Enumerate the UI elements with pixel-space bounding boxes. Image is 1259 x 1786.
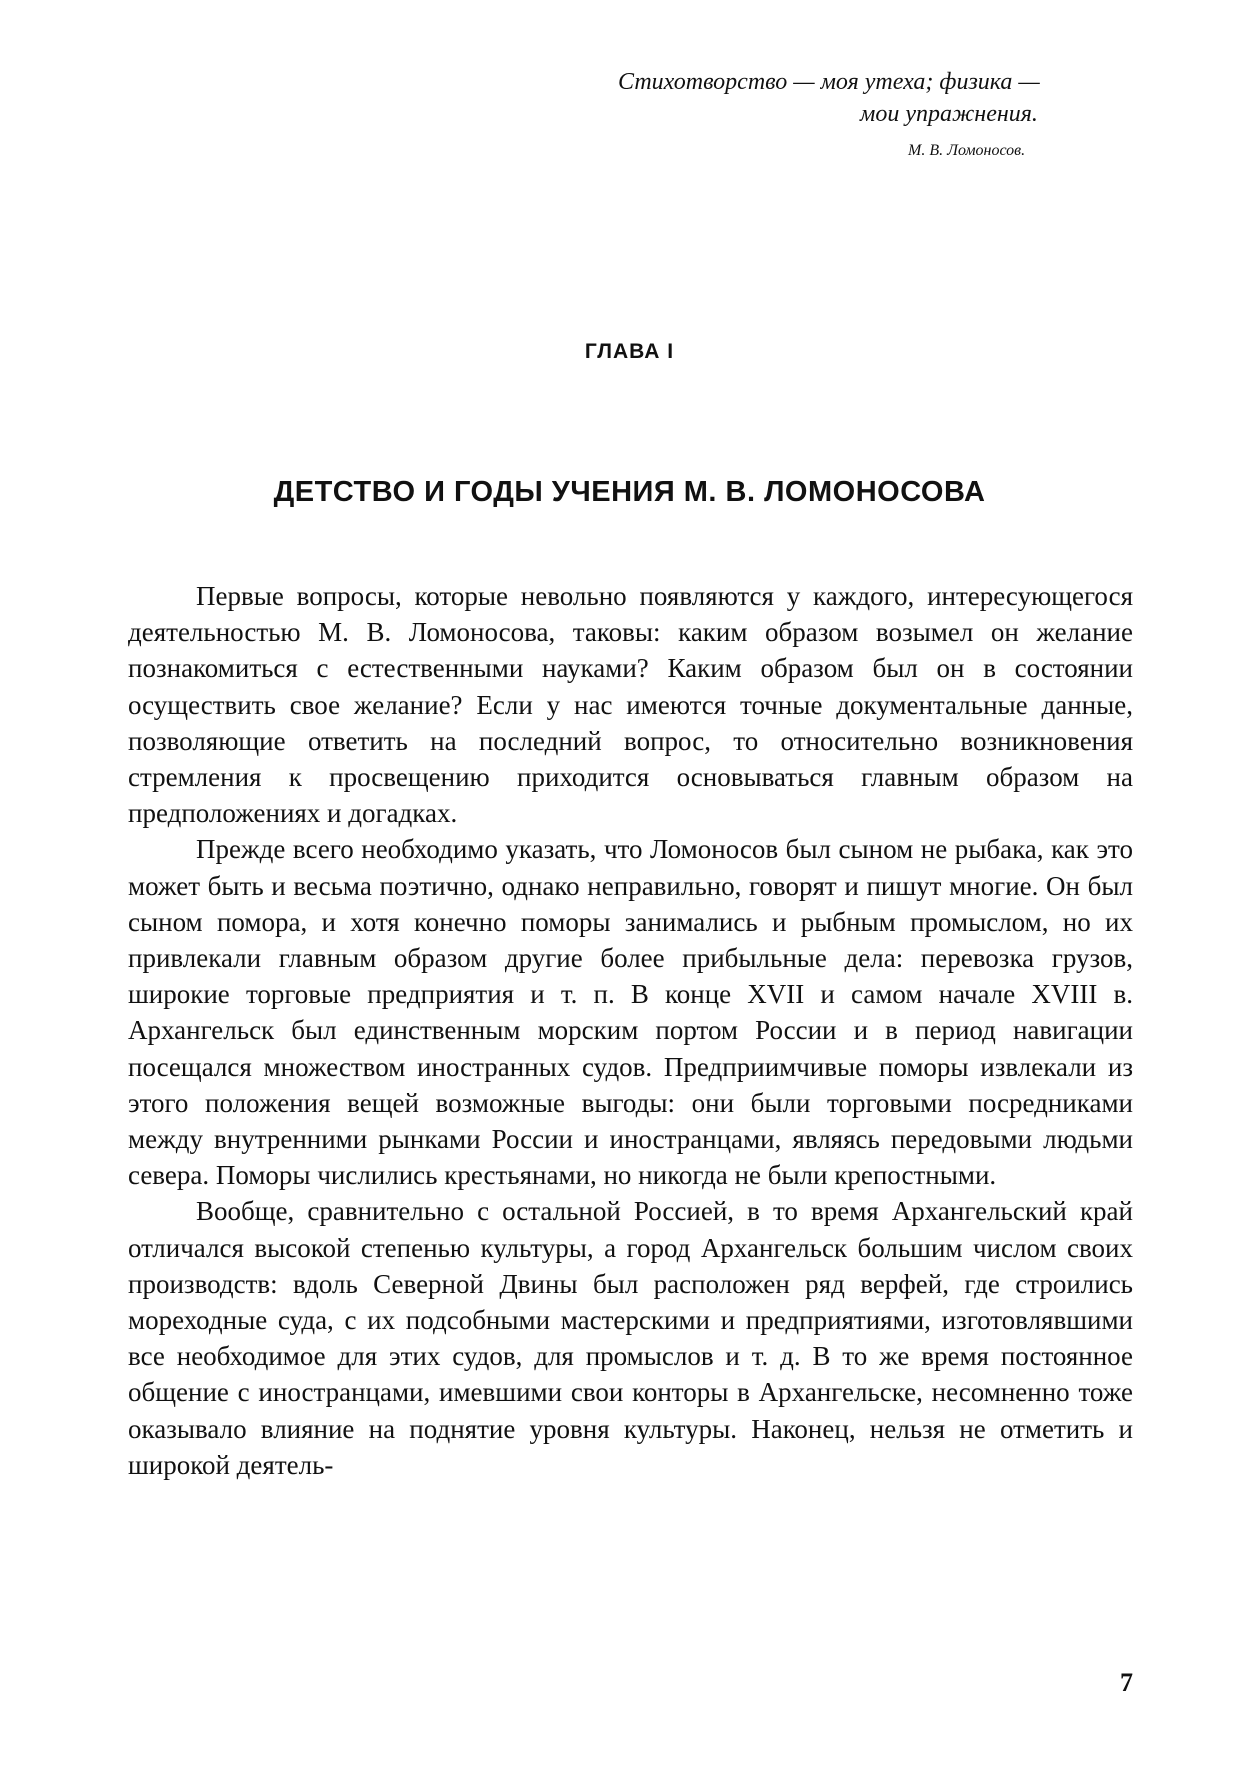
chapter-label: ГЛАВА I — [584, 340, 675, 363]
paragraph-1: Первые вопросы, которые невольно появляются у каждого, интересующегося деятельностью М. В. Ломоносова, таковы: каким образом возымел он желание познакомиться с естественными науками? Каким образом был он в состоянии осуществить свое желание? Если у нас имеются точные документальные данные, позволяющие ответить на последний вопрос, то относительно возникновения стремления к просвещению приходится основываться главным образом на предположениях и догадках. — [128, 581, 1133, 829]
paragraph-2: Прежде всего необходимо указать, что Ломоносов был сыном не рыбака, как это может быть и весьма поэтично, однако неправильно, говорят и пишут многие. Он был сыном помора, и хотя конечно поморы занимались и рыбным промыслом, но их привлекали главным образом другие более прибыльные дела: перевозка грузов, широкие торговые предприятия и т. п. В конце XVII и самом начале XVIII в. Архангельск был единственным морским портом России и в период навигации посещался множеством иностранных судов. Предприимчивые поморы извлекали из этого положения вещей возможные выгоды: они были торговыми посредниками между внутренними рынками России и иностранцами, являясь передовыми людьми севера. Поморы числились крестьянами, но никогда не были крепостными. — [128, 834, 1133, 1191]
chapter-title: ДЕТСТВО И ГОДЫ УЧЕНИЯ М. В. ЛОМОНОСОВА — [273, 476, 986, 508]
epigraph-line-1: Стихотворство — моя утеха; физика — — [618, 69, 1040, 95]
paragraph-3: Вообще, сравнительно с остальной Россией, в то время Архангельский край отличался высокой степенью культуры, а город Архангельск большим числом своих производств: вдоль Северной Двины был расположен ряд верфей, где строились мореходные суда, с их подсобными мастерскими и предприятиями, изготовлявшими все необходимое для этих судов, для промыслов и т. д. В то же время постоянное общение с иностранцами, имевшими свои конторы в Архангельске, несомненно тоже оказывало влияние на поднятие уровня культуры. Наконец, нельзя не отметить и широкой деятель- — [128, 1196, 1133, 1480]
epigraph — [560, 66, 1120, 162]
page-number: 7 — [1120, 1668, 1133, 1697]
epigraph-author: М. В. Ломоносов. — [908, 142, 1026, 159]
epigraph-line-2: мои упражнения. — [860, 101, 1038, 127]
body-text — [128, 578, 1133, 1483]
